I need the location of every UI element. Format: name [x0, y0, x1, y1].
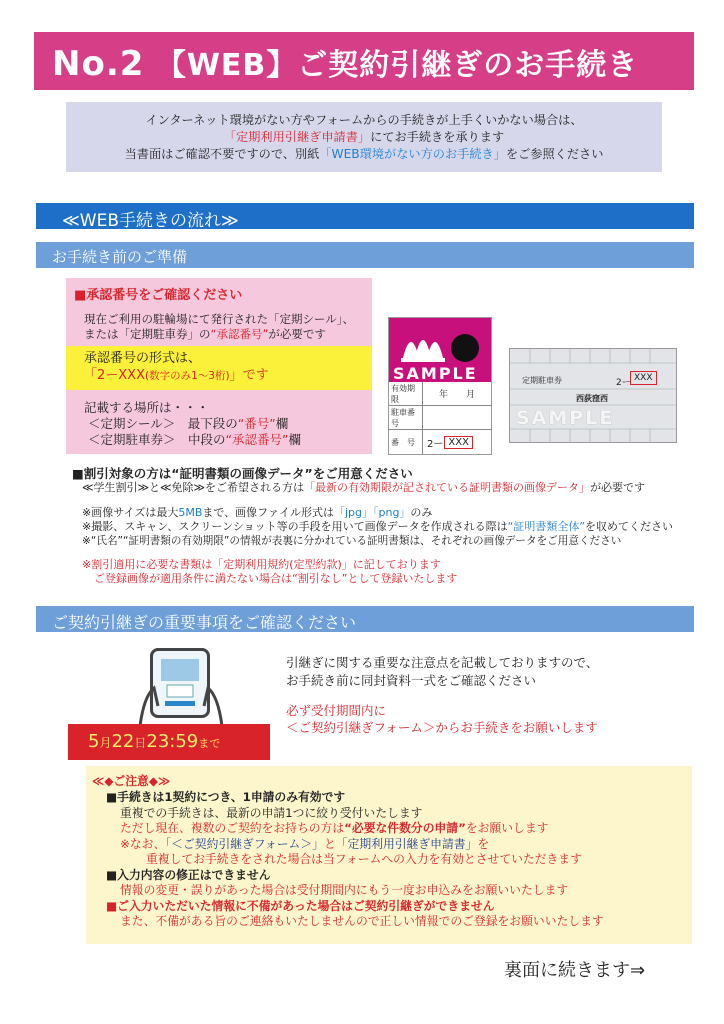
discount-fallback-note: ご登録画像が適用条件に満たない場合は“割引なし”として登録いたします [94, 572, 458, 585]
title-number: No.2 [52, 44, 145, 84]
prep-intro: 現在ご利用の駐輪場にて発行された「定期シール」、 または「定期駐車券」の“承認番号”が必要です [66, 306, 372, 346]
sample-sticker [388, 317, 492, 455]
important-section-bar: ご契約引継ぎの重要事項をご確認ください [36, 606, 694, 632]
sticker-watermark: SAMPLE [393, 364, 478, 383]
deadline-badge: 5月22日23:59まで [68, 724, 270, 760]
continued-on-back: 裏面に続きます⇒ [504, 960, 646, 981]
ticket-watermark: SAMPLE [516, 407, 615, 429]
intro-line2: 「定期利用引継ぎ申請書」にてお手続きを承ります [223, 130, 505, 144]
caution-box [86, 766, 692, 944]
important-text: 引継ぎに関する重要な注意点を記載しておりますので、 お手続き前に同封資料一式をご確認ください [286, 655, 599, 688]
separate-sheet-name: 「WEB環境がない方のお手続き」 [319, 147, 506, 161]
flow-section-bar: ≪WEB手続きの流れ≫ [36, 203, 694, 229]
format-highlight: 承認番号の形式は、 「2ーXXX(数字のみ1～3桁)」です [66, 346, 372, 390]
hands-icon [138, 676, 224, 726]
intro-line1: インターネット環境がない方やフォームからの手続きが上手くいかない場合は、 [145, 113, 583, 127]
approval-number-heading: ■承認番号をご確認ください [74, 288, 243, 303]
title-text: 【WEB】ご契約引継ぎのお手続き [155, 48, 639, 83]
sticker-table: 有効期限 年 月 駐車番号 番 号 2ー XXX [389, 382, 491, 454]
image-size-note: ※画像サイズは最大5MBまで、画像ファイル形式は「jpg」「png」のみ [82, 506, 433, 519]
sticker-number-box: XXX [444, 436, 473, 449]
ticket-label: 定期駐車券 [522, 376, 562, 385]
preparation-section-bar: お手続き前のご準備 [36, 242, 694, 268]
page-title [34, 32, 694, 90]
important-deadline-text: 必ず受付期間内に ＜ご契約引継ぎフォーム＞からお手続きをお願いします [286, 703, 598, 735]
front-back-note: ※“氏名”“証明書類の有効期限”の情報が表裏に分かれている証明書類は、それぞれの画像データをご用意ください [82, 535, 622, 547]
caution-heading: ≪◆ご注意◆≫ [92, 774, 171, 788]
application-form-name: 「定期利用引継ぎ申請書」 [223, 130, 371, 144]
capture-note: ※撮影、スキャン、スクリーンショット等の手段を用いて画像データを作成される際は“証明書類全体”を収めてください [82, 520, 674, 533]
discount-line1: ≪学生割引≫と≪免除≫をご希望される方は「最新の有効期限が記されている証明書類の画像データ」が必要です [82, 481, 646, 494]
intro-line3: 当書面はご確認不要ですので、別紙「WEB環境がない方のお手続き」をご参照ください [124, 147, 604, 161]
discount-rule-note: ※割引適用に必要な書類は「定期利用規約(定型約款)」に記しております [82, 558, 441, 571]
sample-parking-ticket: 定期駐車券 2ー XXX 西荻窪西 SAMPLE [509, 348, 677, 443]
intro-box [66, 102, 662, 172]
location-info: 記載する場所は・・・ ＜定期シール＞ 最下段の“番号”欄 ＜定期駐車券＞ 中段の“承認番号”欄 [84, 400, 301, 447]
discount-heading: ■割引対象の方は“証明書類の画像データ”をご用意ください [72, 466, 413, 481]
ticket-number-box: XXX [630, 371, 657, 385]
caution-list: ■手続きは1契約につき、1申請のみ有効です 重複での手続きは、最新の申請1つに絞り受付いたします ただし現在、複数のご契約をお持ちの方は“必要な件数分の申請”をお願いします ※なお、「＜ご契約引継ぎフォーム＞」と「定期利用引継ぎ申請書」を 重複してお手続きをされた場合は当フォームへの入力を有効とさせていただきます ■入力内容の修正はできません 情報の変更・誤りがあった場合は受付期間内にもう一度お申込みをお願いいたします ■ご入力いただいた情報に不備があった場合はご契約引継ぎができません また、不備がある旨のご連絡もいたしませんので正しい情報でのご登録をお願いいたします [106, 790, 604, 928]
